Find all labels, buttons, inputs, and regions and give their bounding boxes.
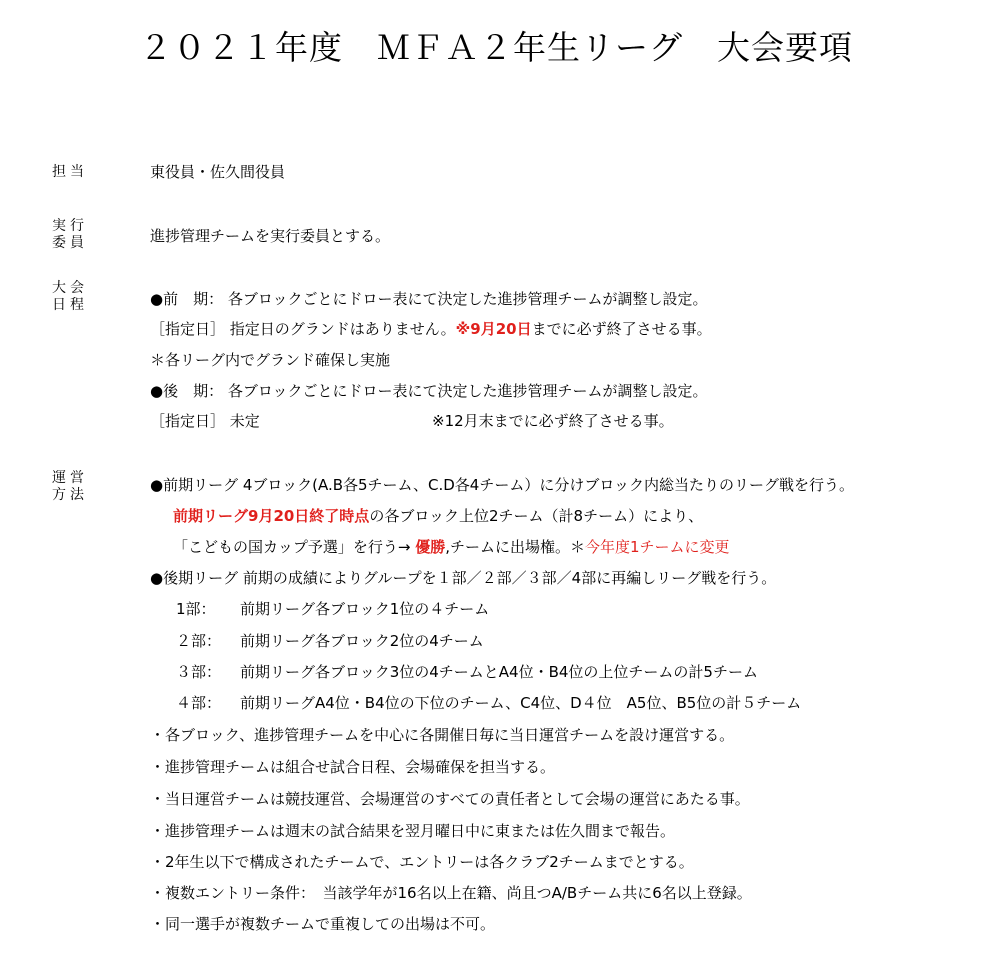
nittei-koki: ●後 期： 各ブロックごとにドロー表にて決定した進捗管理チームが調整し設定。 [150,382,708,400]
unei-kodomo-winner: 優勝 [415,538,446,556]
unei-cutoff-date: 前期リーグ9月20日終了時点 [173,507,370,525]
nittei-shitei-1-prefix: ［指定日］ 指定日のグランドはありません。 [150,320,456,338]
unei-kodomo-change: 今年度1チームに変更 [585,538,730,556]
division-desc: 前期リーグ各ブロック2位の4チーム [240,632,484,650]
jikko-text: 進捗管理チームを実行委員とする。 [150,227,391,245]
section-label-unei-1: 運営 [52,470,88,486]
unei-kodomo-mid: ,チームに出場権。＊ [445,538,585,556]
nittei-zenki: ●前 期： 各ブロックごとにドロー表にて決定した進捗管理チームが調整し設定。 [150,290,708,308]
division-desc: 前期リーグ各ブロック1位の４チーム [240,600,490,618]
nittei-shitei-1-deadline: ※9月20日 [455,320,532,338]
division-desc: 前期リーグ各ブロック3位の4チームとA4位・B4位の上位チームの計5チーム [240,663,758,681]
nittei-ground: ＊各リーグ内でグランド確保し実施 [150,351,391,369]
section-label-tanto: 担当 [52,164,88,180]
unei-cutoff-rest: の各ブロック上位2チーム（計8チーム）により、 [369,507,704,525]
unei-bullet: ・各ブロック、進捗管理チームを中心に各開催日毎に当日運営チームを設け運営する。 [150,726,735,744]
section-label-nittei-2: 日程 [52,297,88,313]
nittei-shitei-1-suffix: までに必ず終了させる事。 [531,320,712,338]
section-label-unei-2: 方法 [52,487,88,503]
unei-bullet: ・進捗管理チームは週末の試合結果を翌月曜日中に東または佐久間まで報告。 [150,822,676,840]
division-name: ４部： [176,694,222,712]
division-name: ２部： [176,632,222,650]
unei-zenki-league: ●前期リーグ 4ブロック(A.B各5チーム、C.D各4チーム）に分けブロック内総当たりのリーグ戦を行う。 [150,476,855,494]
section-label-nittei-1: 大会 [52,280,88,296]
unei-bullet: ・同一選手が複数チームで重複しての出場は不可。 [150,915,496,933]
nittei-shitei-2-note: ※12月末までに必ず終了させる事。 [432,412,674,430]
section-label-jikko-2: 委員 [52,235,88,251]
unei-bullet: ・進捗管理チームは組合せ試合日程、会場確保を担当する。 [150,758,556,776]
page-title: ２０２１年度 ＭＦＡ２年生リーグ 大会要項 [139,28,853,67]
unei-kodomo-prefix: 「こどもの国カップ予選」を行う→ [173,538,416,556]
unei-bullet: ・複数エントリー条件： 当該学年が16名以上在籍、尚且つA/Bチーム共に6名以上登録。 [150,884,752,902]
tanto-text: 東役員・佐久間役員 [150,163,286,181]
division-desc: 前期リーグA4位・B4位の下位のチーム、C4位、D４位 A5位、B5位の計５チーム [240,694,802,712]
unei-cutoff [173,506,703,526]
division-name: ３部： [176,663,222,681]
nittei-shitei-2-label: ［指定日］ 未定 [150,412,260,430]
unei-bullet: ・当日運営チームは競技運営、会場運営のすべての責任者として会場の運営にあたる事。 [150,790,750,808]
unei-koki-league: ●後期リーグ 前期の成績によりグループを１部／２部／３部／4部に再編しリーグ戦を行う。 [150,569,777,587]
unei-kodomo-cup [173,537,730,557]
unei-bullet: ・2年生以下で構成されたチームで、エントリーは各クラブ2チームまでとする。 [150,853,694,871]
nittei-shitei-1 [150,319,712,339]
division-name: 1部： [176,600,216,618]
section-label-jikko-1: 実行 [52,218,88,234]
